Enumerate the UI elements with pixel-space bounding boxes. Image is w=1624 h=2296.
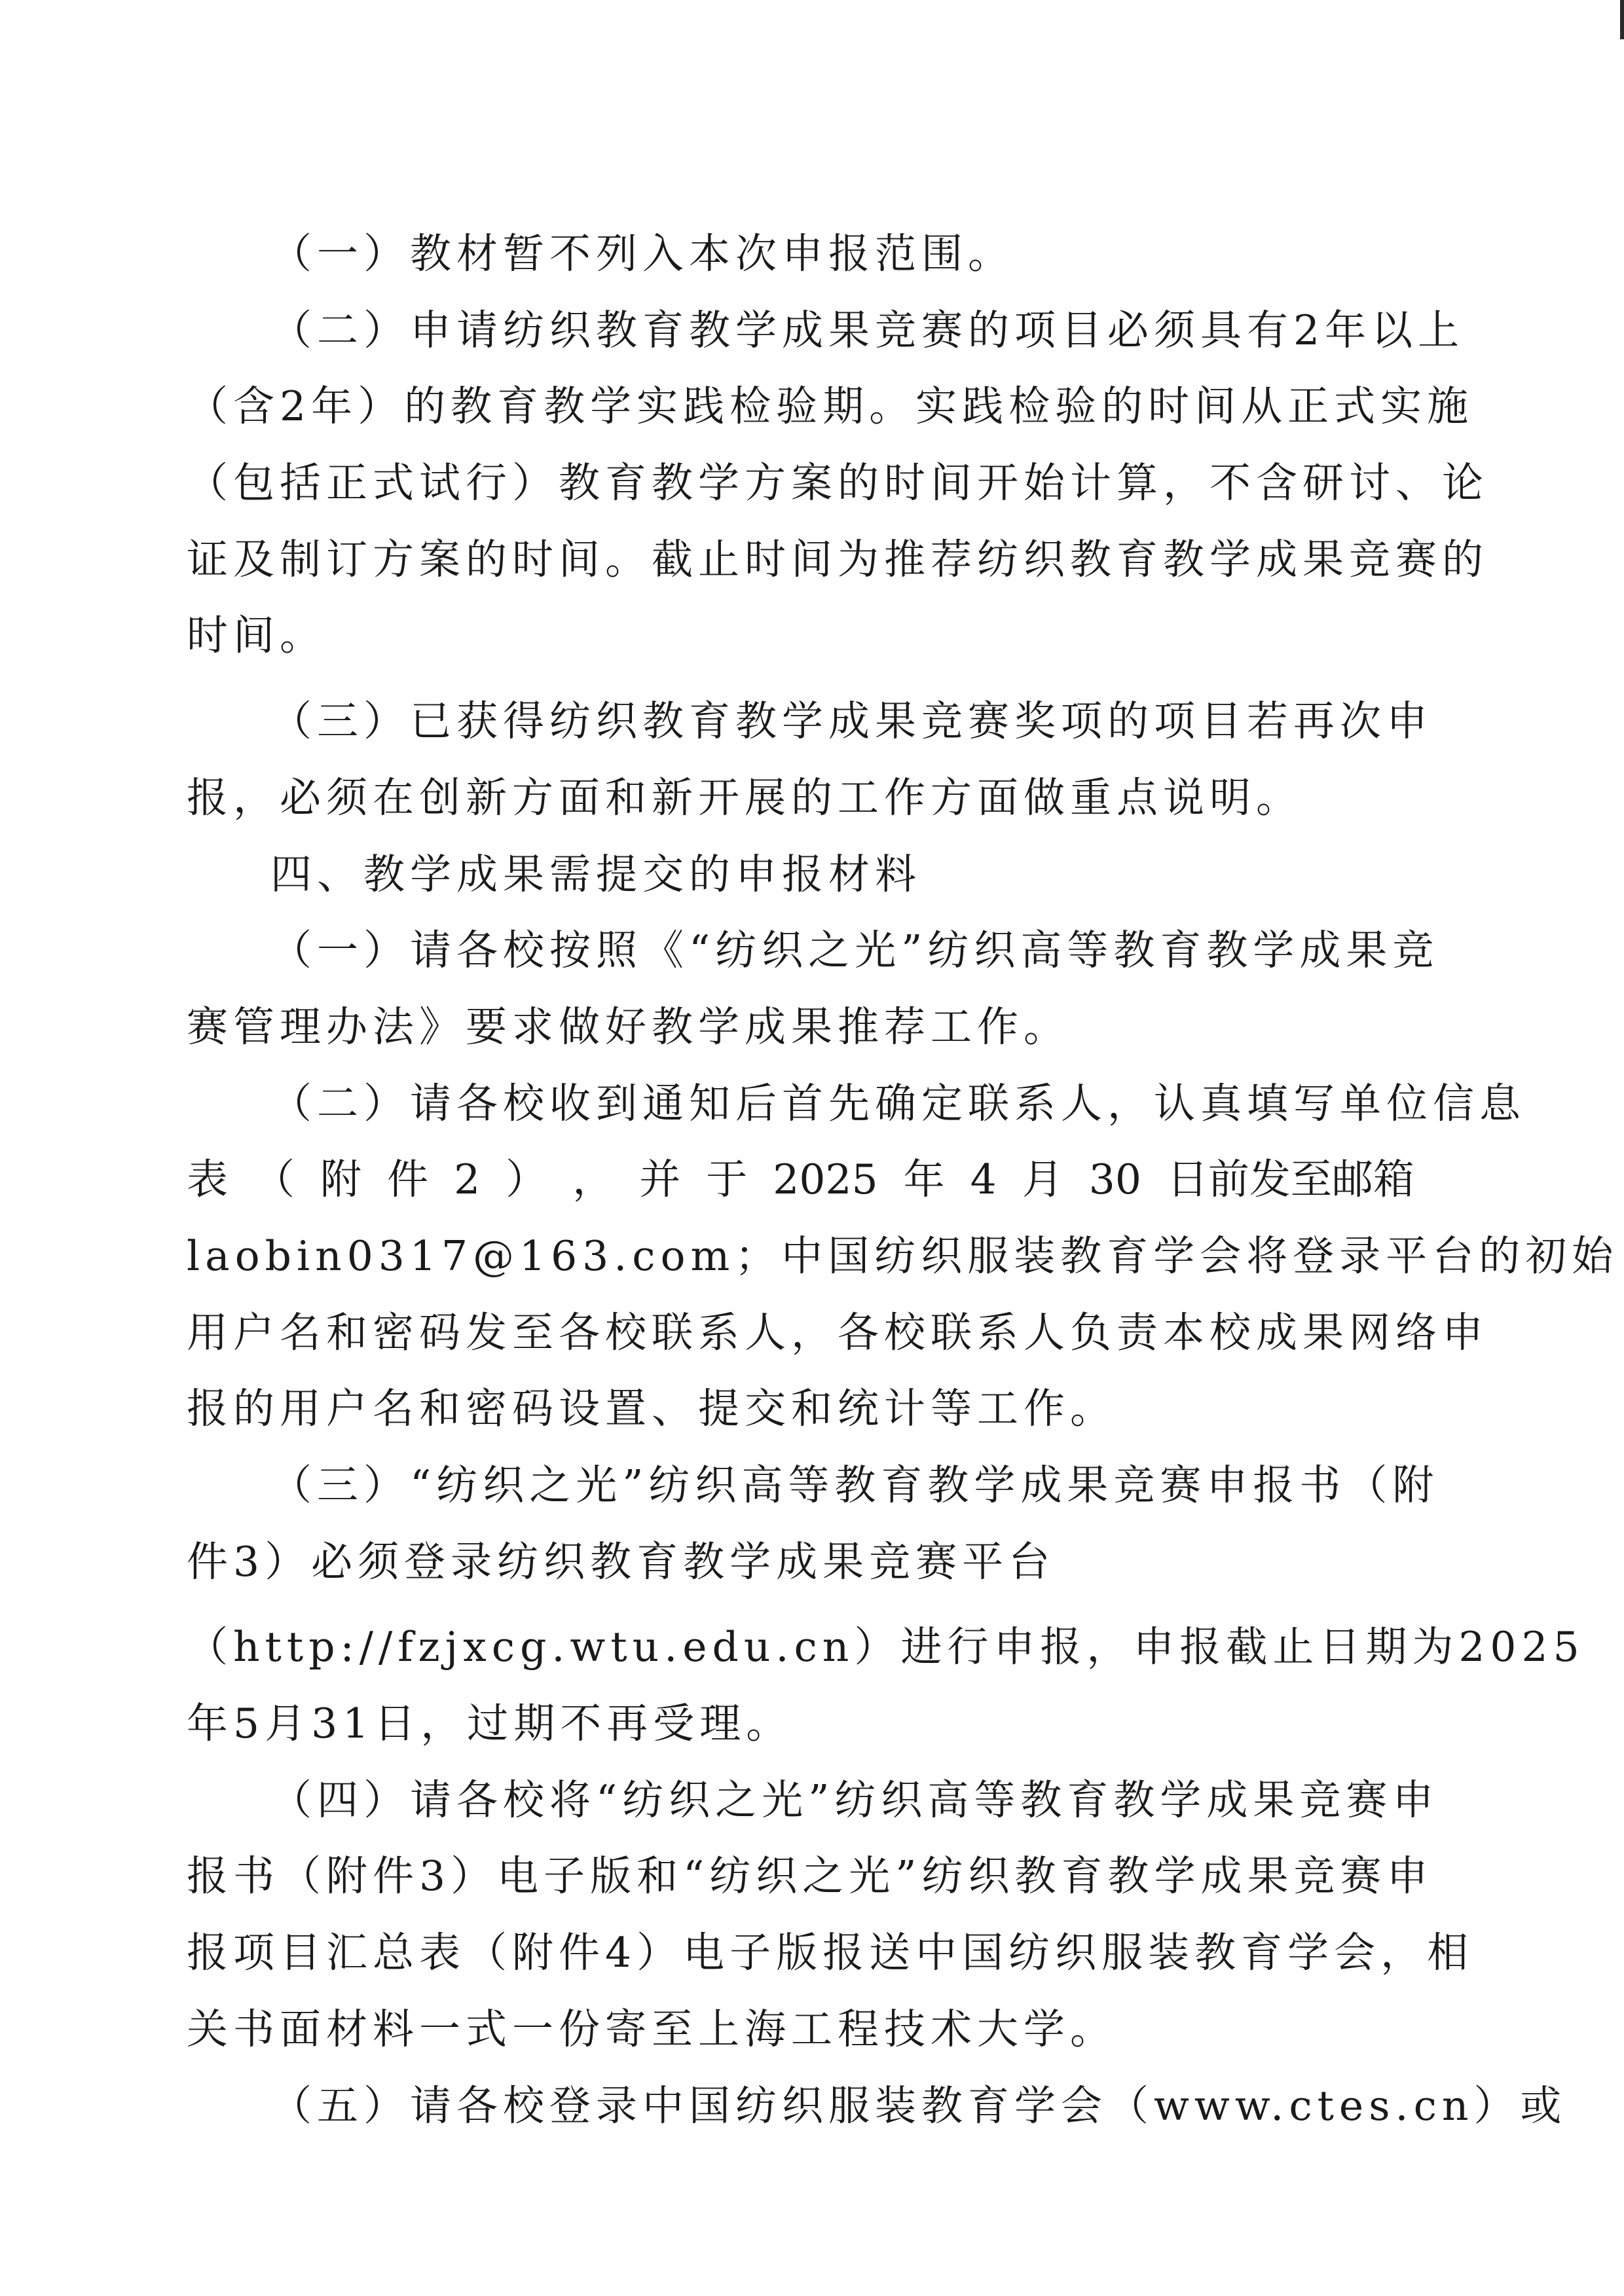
text-line: 报的用户名和密码设置、提交和统计等工作。 <box>187 1385 1116 1433</box>
text-line: （四）请各校将“纺织之光”纺织高等教育教学成果竞赛申 <box>270 1776 1439 1824</box>
scan-edge-mark <box>1620 0 1624 39</box>
text-line: （三）“纺织之光”纺织高等教育教学成果竞赛申报书（附 <box>270 1461 1439 1509</box>
text-line: 关书面材料一式一份寄至上海工程技术大学。 <box>187 2005 1116 2053</box>
line-token: 表 <box>187 1156 228 1204</box>
text-line: （包括正式试行）教育教学方案的时间开始计算，不含研讨、论 <box>187 459 1488 507</box>
text-line: （http://fzjxcg.wtu.edu.cn）进行申报，申报截止日期为2025 <box>187 1623 1585 1671</box>
text-line: 证及制订方案的时间。截止时间为推荐纺织教育教学成果竞赛的 <box>187 535 1488 583</box>
line-token: ， <box>572 1156 614 1204</box>
text-line: 用户名和密码发至各校联系人，各校联系人负责本校成果网络申 <box>187 1308 1488 1357</box>
text-line: 件3）必须登录纺织教育教学成果竞赛平台 <box>187 1537 1056 1586</box>
text-line: 年5月31日，过期不再受理。 <box>187 1700 793 1748</box>
line-token: 2 <box>454 1156 481 1204</box>
line-token: 于 <box>706 1156 748 1204</box>
text-line: （含2年）的教育教学实践检验期。实践检验的时间从正式实施 <box>187 382 1474 431</box>
text-line: （二）申请纺织教育教学成果竞赛的项目必须具有2年以上 <box>270 306 1465 354</box>
line-token: 月 <box>1022 1156 1063 1204</box>
line-token: ） <box>506 1156 547 1204</box>
text-line: 赛管理办法》要求做好教学成果推荐工作。 <box>187 1002 1070 1051</box>
line-token: 件 <box>387 1156 429 1204</box>
text-line-justified <box>187 1142 1414 1218</box>
text-line: 报书（附件3）电子版和“纺织之光”纺织教育教学成果竞赛申 <box>187 1852 1433 1901</box>
line-token: 并 <box>639 1156 681 1204</box>
line-token: （ <box>253 1156 295 1204</box>
text-line: （三）已获得纺织教育教学成果竞赛奖项的项目若再次申 <box>270 697 1433 746</box>
text-line: （五）请各校登录中国纺织服装教育学会（www.ctes.cn）或 <box>270 2081 1567 2130</box>
text-line: 报项目汇总表（附件4）电子版报送中国纺织服装教育学会，相 <box>187 1929 1474 1977</box>
line-token: 4 <box>970 1156 997 1204</box>
document-body <box>187 216 1619 2144</box>
line-token: 2025 <box>773 1156 878 1204</box>
line-token: 年 <box>903 1156 945 1204</box>
text-line: （一）请各校按照《“纺织之光”纺织高等教育教学成果竞 <box>270 926 1439 975</box>
line-token: 附 <box>320 1156 362 1204</box>
text-line: （二）请各校收到通知后首先确定联系人，认真填写单位信息 <box>270 1079 1526 1127</box>
section-heading: 四、教学成果需提交的申报材料 <box>270 850 921 898</box>
text-line: 时间。 <box>187 611 326 660</box>
text-line: laobin0317@163.com；中国纺织服装教育学会将登录平台的初始 <box>187 1231 1619 1280</box>
line-token: 30 <box>1088 1156 1141 1204</box>
text-line: 报，必须在创新方面和新开展的工作方面做重点说明。 <box>187 773 1302 822</box>
line-token: 日前发至邮箱 <box>1166 1156 1414 1204</box>
text-line: （一）教材暂不列入本次申报范围。 <box>270 230 1014 278</box>
